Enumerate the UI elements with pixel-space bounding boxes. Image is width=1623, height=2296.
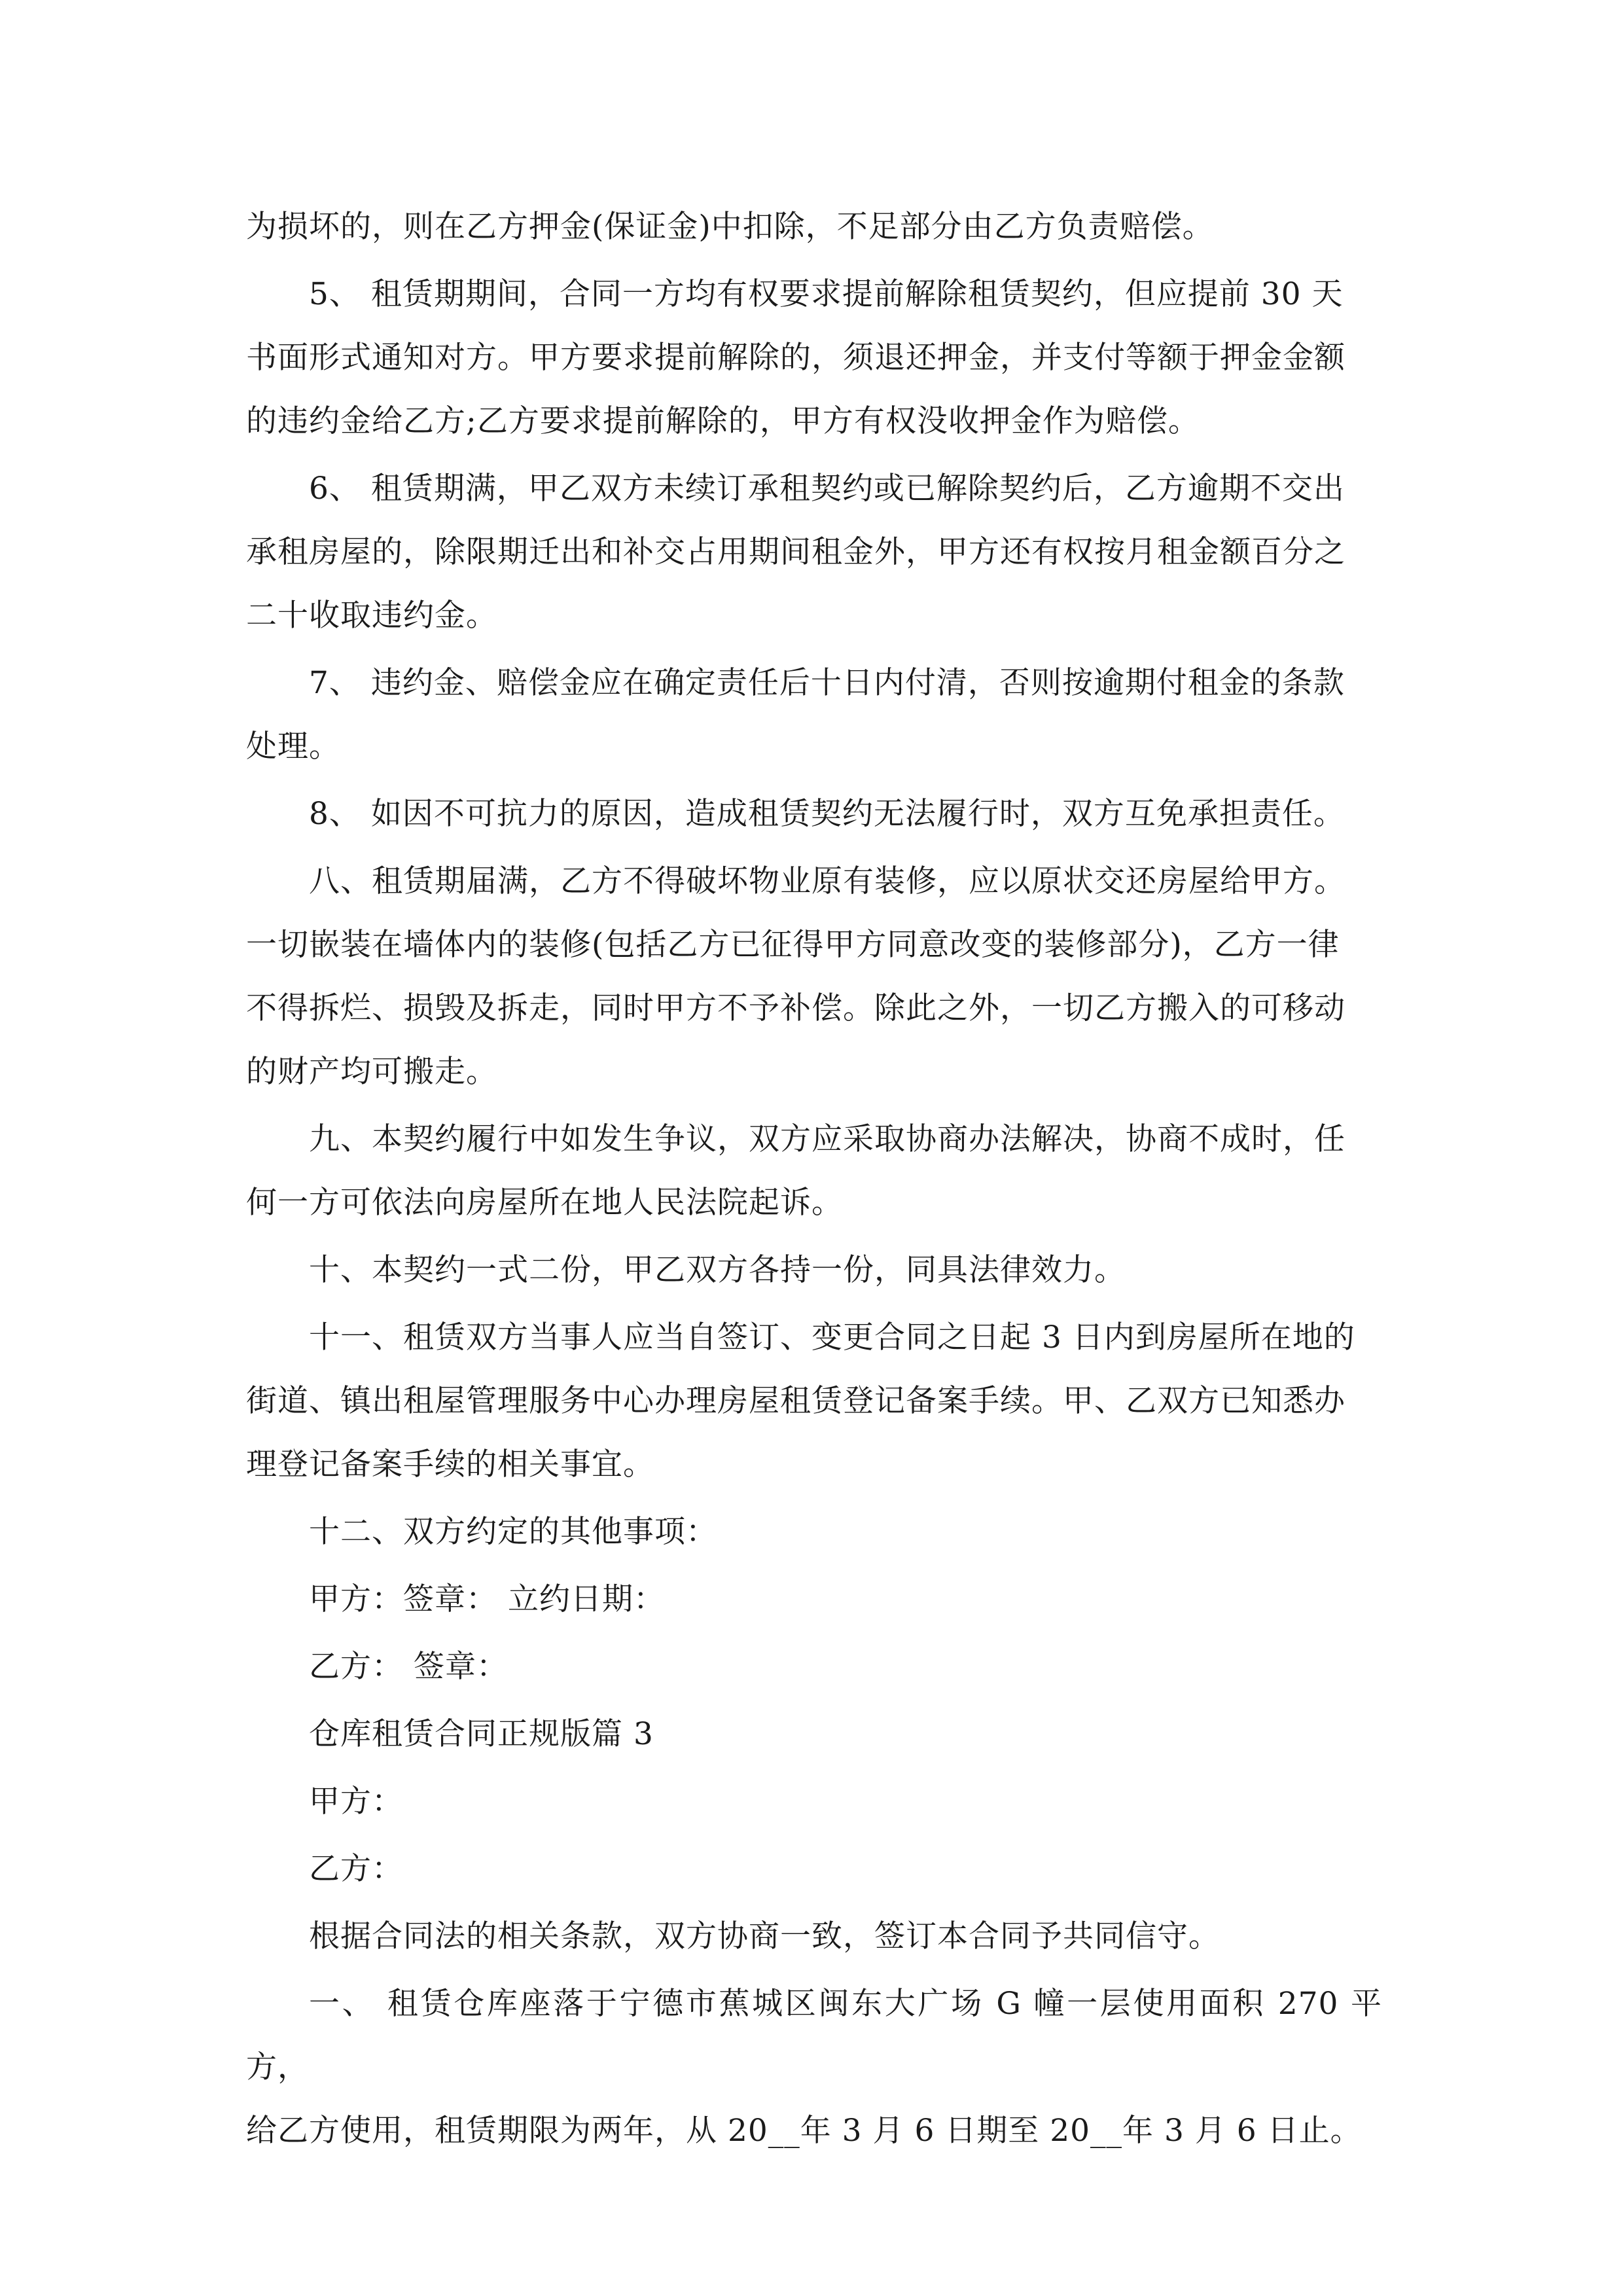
paragraph <box>246 651 1382 778</box>
document-body <box>246 195 1382 2166</box>
text-line: 何一方可依法向房屋所在地人民法院起诉。 <box>246 1185 843 1221</box>
text-line: 为损坏的，则在乙方押金(保证金)中扣除，不足部分由乙方负责赔偿。 <box>246 209 1214 245</box>
paragraph <box>246 1238 1382 1302</box>
text-line: 承租房屋的，除限期迁出和补交占用期间租金外，甲方还有权按月租金额百分之 <box>246 534 1346 570</box>
paragraph <box>246 1905 1382 1968</box>
text-line: 一、 租赁仓库座落于宁德市蕉城区闽东大广场 G 幢一层使用面积 270 平方， <box>246 1986 1382 2085</box>
text-line: 乙方： <box>309 1851 403 1887</box>
text-line: 5、 租赁期期间，合同一方均有权要求提前解除租赁契约，但应提前 30 天 <box>309 276 1344 312</box>
text-line: 理登记备案手续的相关事宜。 <box>246 1446 654 1482</box>
text-line: 十二、双方约定的其他事项： <box>309 1514 717 1550</box>
text-line: 仓库租赁合同正规版篇 3 <box>309 1716 654 1752</box>
text-line: 书面形式通知对方。甲方要求提前解除的，须退还押金，并支付等额于押金金额 <box>246 340 1346 376</box>
paragraph <box>246 1107 1382 1234</box>
text-line: 二十收取违约金。 <box>246 598 497 634</box>
paragraph <box>246 1306 1382 1496</box>
paragraph <box>246 262 1382 453</box>
paragraph <box>246 1837 1382 1901</box>
paragraph <box>246 1568 1382 1631</box>
text-line: 的财产均可搬走。 <box>246 1054 497 1090</box>
paragraph <box>246 1702 1382 1766</box>
text-line: 八、租赁期届满，乙方不得破坏物业原有装修，应以原状交还房屋给甲方。 <box>309 863 1346 899</box>
paragraph <box>246 1635 1382 1698</box>
text-line: 8、 如因不可抗力的原因，造成租赁契约无法履行时，双方互免承担责任。 <box>309 796 1345 832</box>
text-line: 根据合同法的相关条款，双方协商一致，签订本合同予共同信守。 <box>309 1918 1220 1954</box>
paragraph <box>246 1972 1382 2162</box>
paragraph <box>246 1770 1382 1833</box>
text-line: 给乙方使用，租赁期限为两年，从 20__年 3 月 6 日期至 20__年 3 月 6 日止。 <box>246 2113 1362 2149</box>
text-line: 十、本契约一式二份，甲乙双方各持一份，同具法律效力。 <box>309 1252 1126 1288</box>
text-line: 不得拆烂、损毁及拆走，同时甲方不予补偿。除此之外，一切乙方搬入的可移动 <box>246 990 1346 1026</box>
paragraph <box>246 457 1382 647</box>
text-line: 处理。 <box>246 728 340 764</box>
paragraph <box>246 850 1382 1103</box>
paragraph <box>246 1500 1382 1564</box>
text-line: 乙方： 签章： <box>309 1649 508 1685</box>
text-line: 九、本契约履行中如发生争议，双方应采取协商办法解决，协商不成时，任 <box>309 1121 1346 1157</box>
text-line: 街道、镇出租屋管理服务中心办理房屋租赁登记备案手续。甲、乙双方已知悉办 <box>246 1383 1346 1419</box>
text-line: 7、 违约金、赔偿金应在确定责任后十日内付清，否则按逾期付租金的条款 <box>309 665 1345 701</box>
paragraph <box>246 195 1382 259</box>
text-line: 十一、租赁双方当事人应当自签订、变更合同之日起 3 日内到房屋所在地的 <box>309 1319 1355 1355</box>
text-line: 6、 租赁期满，甲乙双方未续订承租契约或已解除契约后，乙方逾期不交出 <box>309 471 1345 507</box>
text-line: 的违约金给乙方;乙方要求提前解除的，甲方有权没收押金作为赔偿。 <box>246 403 1200 439</box>
paragraph <box>246 782 1382 846</box>
text-line: 甲方：签章： 立约日期： <box>309 1581 665 1617</box>
text-line: 一切嵌装在墙体内的装修(包括乙方已征得甲方同意改变的装修部分)，乙方一律 <box>246 927 1340 963</box>
text-line: 甲方： <box>309 1784 403 1820</box>
